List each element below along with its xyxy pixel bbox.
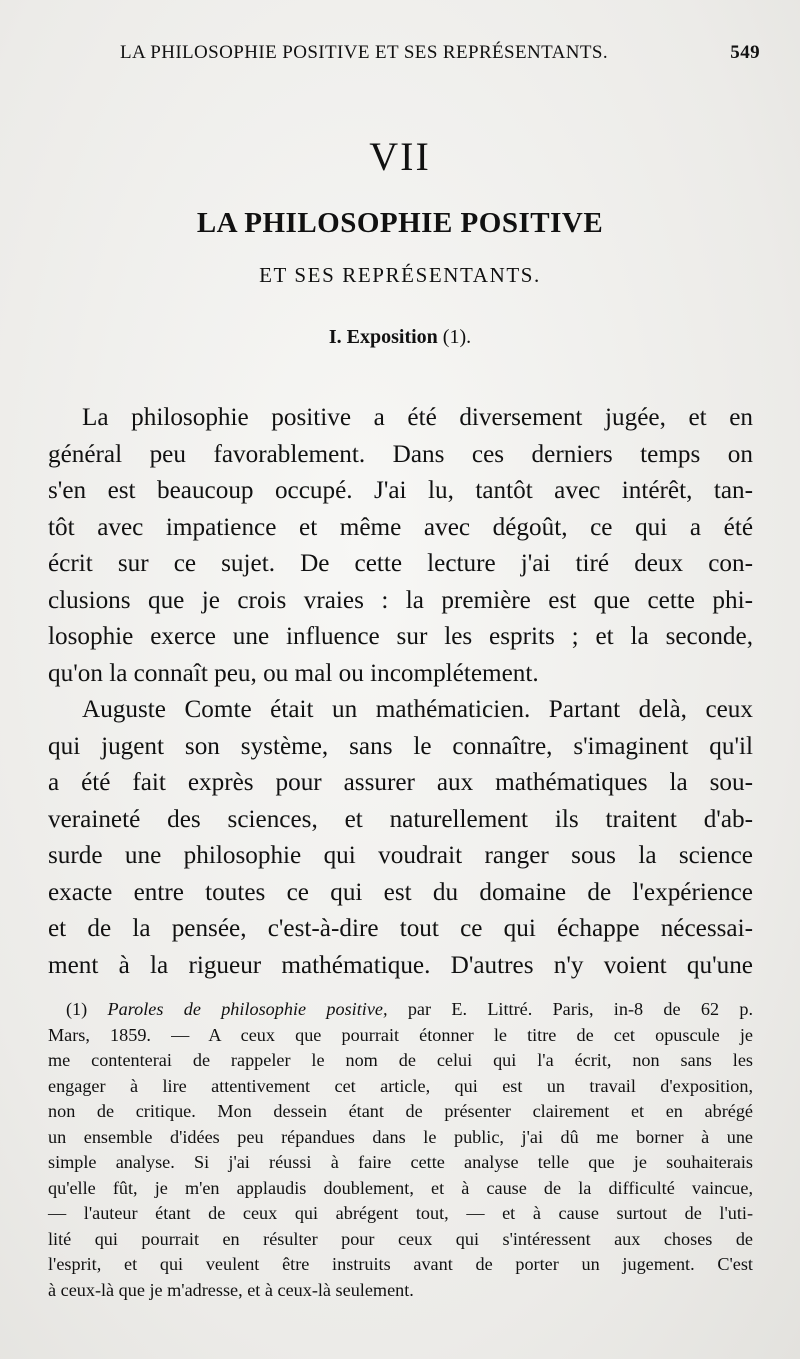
page-number: 549 xyxy=(730,42,760,63)
text-line: Auguste Comte était un mathématicien. Partant delà, ceux xyxy=(82,696,753,723)
paragraph xyxy=(48,400,753,692)
footnote-line: — l'auteur étant de ceux qui abrégent tout, — et à cause surtout de l'uti- xyxy=(48,1203,753,1223)
text-line: a été fait exprès pour assurer aux mathématiques la sou- xyxy=(48,769,753,796)
text-line: qu'on la connaît peu, ou mal ou incomplétement. xyxy=(48,659,539,687)
text-line: exacte entre toutes ce qui est du domaine de l'expérience xyxy=(48,878,753,906)
text-line: s'en est beaucoup occupé. J'ai lu, tantôt avec intérêt, tan- xyxy=(48,477,753,504)
running-title: LA PHILOSOPHIE POSITIVE ET SES REPRÉSENTANTS. xyxy=(120,42,608,63)
chapter-subtitle: ET SES REPRÉSENTANTS. xyxy=(259,263,541,287)
footnote-line: me contenterai de rappeler le nom de celui qui l'a écrit, non sans les xyxy=(48,1050,753,1070)
text-line: surde une philosophie qui voudrait ranger sous la science xyxy=(48,842,753,869)
chapter-number: VII xyxy=(369,134,431,179)
footnote-line: un ensemble d'idées peu répandues dans le public, j'ai dû me borner à une xyxy=(48,1126,753,1147)
text-line: ment à la rigueur mathématique. D'autres n'y voient qu'une xyxy=(48,951,753,979)
footnote-marker: (1) xyxy=(66,999,88,1019)
paragraph xyxy=(48,692,753,984)
text-line: veraineté des sciences, et naturellement ils traitent d'ab- xyxy=(48,805,753,833)
text-line: clusions que je crois vraies : la première est que cette phi- xyxy=(48,586,753,614)
body-text xyxy=(48,400,753,984)
footnote-line: à ceux-là que je m'adresse, et à ceux-là seulement. xyxy=(48,1279,414,1300)
text-line: général peu favorablement. Dans ces derniers temps on xyxy=(48,440,753,468)
footnote-line: engager à lire attentivement cet article, qui est un travail d'exposition, xyxy=(48,1075,753,1096)
footnote-line: qu'elle fût, je m'en applaudis doublement, et à cause de la difficulté vaincue, xyxy=(48,1177,753,1198)
footnote-line: simple analyse. Si j'ai réussi à faire cette analyse telle que je souhaiterais xyxy=(48,1152,753,1172)
text-line: tôt avec impatience et même avec dégoût, ce qui a été xyxy=(48,513,753,541)
footnote-line: non de critique. Mon dessein étant de présenter clairement et en abrégé xyxy=(48,1101,753,1121)
footnote-line xyxy=(48,997,753,1023)
footnote xyxy=(48,997,753,1303)
footnote-line: lité qui pourrait en résulter pour ceux qui s'intéressent aux choses de xyxy=(48,1228,753,1249)
running-head xyxy=(120,42,760,70)
text-line: qui jugent son système, sans le connaître, s'imaginent qu'il xyxy=(48,732,753,760)
footnote-work-title: Paroles de philosophie positive, xyxy=(107,999,388,1019)
footnote-citation: par E. Littré. Paris, in-8 de 62 p. xyxy=(407,999,754,1019)
text-line: et de la pensée, c'est-à-dire tout ce qui échappe nécessai- xyxy=(48,915,753,942)
footnote-line: Mars, 1859. — A ceux que pourrait étonner le titre de cet opuscule je xyxy=(48,1024,753,1045)
chapter-title: LA PHILOSOPHIE POSITIVE xyxy=(196,207,604,239)
text-line: La philosophie positive a été diversement jugée, et en xyxy=(82,404,753,431)
footnote-line: l'esprit, et qui veulent être instruits avant de porter un jugement. C'est xyxy=(48,1254,753,1274)
text-line: écrit sur ce sujet. De cette lecture j'ai tiré deux con- xyxy=(48,550,753,577)
text-line: losophie exerce une influence sur les esprits ; et la seconde, xyxy=(48,623,753,650)
footnote-reference: (1). xyxy=(442,326,472,348)
section-label: I. Exposition xyxy=(328,326,438,348)
section-heading xyxy=(0,326,800,349)
